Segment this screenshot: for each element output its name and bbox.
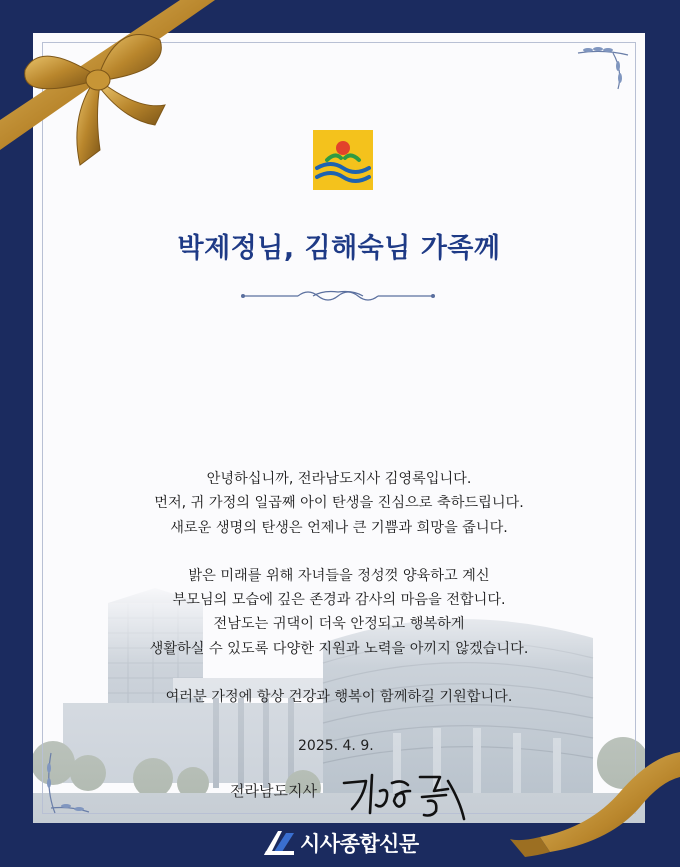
body-line: 안녕하십니까, 전라남도지사 김영록입니다. [206, 471, 472, 487]
footer-brand-text: 시사종합신문 [300, 832, 419, 856]
leaf-ornament-icon [573, 41, 633, 91]
body-line: 밝은 미래를 위해 자녀들을 정성껏 양육하고 계신 [188, 567, 490, 584]
leaf-ornament-icon [41, 748, 91, 818]
body-line: 여러분 가정에 항상 건강과 행복이 함께하길 기원합니다. [165, 689, 513, 706]
signer-title: 전라남도지사 [230, 782, 317, 800]
letter-date: 2025. 4. 9. [298, 738, 374, 754]
footer-brand [262, 825, 419, 861]
body-line: 전남도는 귀댁이 더욱 안정되고 행복하게 [213, 616, 465, 633]
letter-body [33, 467, 645, 709]
body-line: 새로운 생명의 탄생은 언제나 큰 기쁨과 희망을 줍니다. [170, 519, 508, 536]
paragraph [33, 685, 645, 709]
paragraph [33, 564, 645, 661]
paragraph [33, 467, 645, 540]
jeonnam-logo [313, 130, 373, 190]
news-logo-icon [262, 829, 296, 857]
gold-ribbon-bow [0, 0, 230, 180]
letter-title: 박제정님, 김해숙님 가족께 [177, 233, 501, 264]
body-line: 부모님의 모습에 깊은 존경과 감사의 마음을 전합니다. [172, 592, 506, 609]
body-line: 생활하실 수 있도록 다양한 지원과 노력을 아끼지 않겠습니다. [149, 640, 529, 657]
body-line: 먼저, 귀 가정의 일곱째 아이 탄생을 진심으로 축하드립니다. [154, 495, 524, 512]
ornamental-divider [238, 286, 438, 306]
handwritten-signature [338, 761, 473, 821]
gold-ribbon-corner [480, 717, 680, 867]
